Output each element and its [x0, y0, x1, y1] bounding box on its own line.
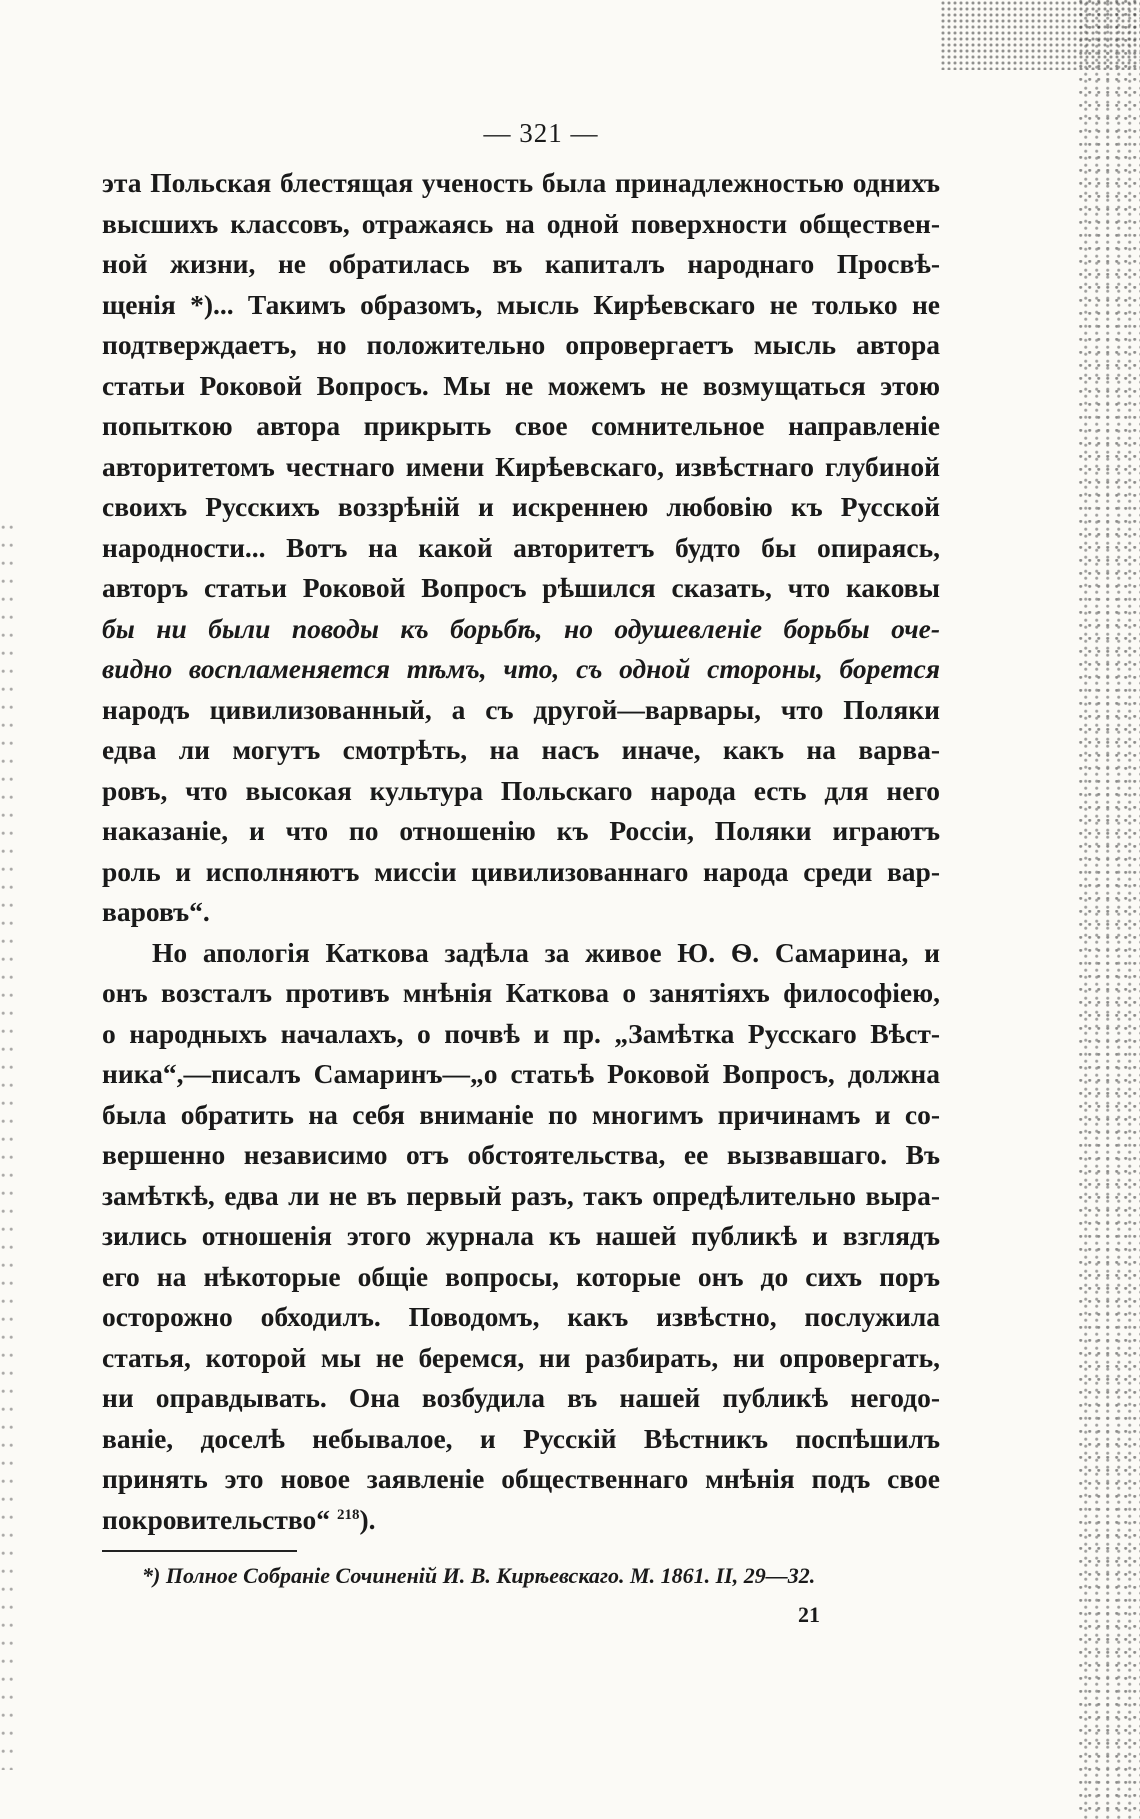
text-line: эта Польская блестящая ученость была принадлежностью однихъ [102, 167, 940, 198]
text-line: ни оправдывать. Она возбудила въ нашей публикѣ негодо- [102, 1382, 940, 1413]
footnote-reference: 218 [336, 1506, 360, 1523]
text-line: ной жизни, не обратилась въ капиталъ народнаго Просвѣ- [102, 248, 940, 279]
scan-noise-left-edge [0, 520, 14, 1770]
page-number: — 321 — [483, 118, 599, 148]
text-line: о народныхъ началахъ, о почвѣ и пр. „Замѣтка Русскаго Вѣст- [102, 1017, 940, 1049]
text-line: народъ цивилизованный, а съ другой—варвары, что Поляки [102, 693, 940, 725]
text-line: авторитетомъ честнаго имени Кирѣевскаго, извѣстнаго глубиной [102, 450, 940, 482]
text-line: осторожно обходилъ. Поводомъ, какъ извѣстно, послужила [102, 1301, 940, 1332]
text-line: ровъ, что высокая культура Польскаго народа есть для него [102, 774, 940, 806]
text-block [102, 118, 940, 1628]
text-line: ваніе, доселѣ небывалое, и Русскій Вѣстникъ поспѣшилъ [102, 1422, 940, 1454]
text-line: наказаніе, и что по отношенію къ Россіи, Поляки играютъ [102, 815, 940, 846]
text-line: была обратить на себя вниманіе по многимъ причинамъ и со- [102, 1098, 940, 1130]
text-line: принять это новое заявленіе общественнаго мнѣнія подъ свое [102, 1463, 940, 1494]
text-line: статьи Роковой Вопросъ. Мы не можемъ не возмущаться этою [102, 369, 940, 401]
text-line: народности... Вотъ на какой авторитетъ будто бы опираясь, [102, 531, 940, 563]
text-line: Но апологія Каткова задѣла за живое Ю. Ѳ. Самарина, и [152, 936, 940, 968]
paragraph-1 [102, 163, 940, 933]
text-line: вершенно независимо отъ обстоятельства, ее вызвавшаго. Въ [102, 1139, 940, 1170]
text-line-last [102, 1500, 940, 1541]
footnote-divider [102, 1550, 297, 1552]
text-line: своихъ Русскихъ воззрѣній и искреннею любовію къ Русской [102, 491, 940, 522]
text-line: его на нѣкоторые общіе вопросы, которые онъ до сихъ поръ [102, 1260, 940, 1292]
text-line: высшихъ классовъ, отражаясь на одной поверхности обществен- [102, 207, 940, 239]
text-line-italic: бы ни были поводы къ борьбѣ, но одушевленіе борьбы оче- [102, 612, 940, 644]
paragraph-2 [102, 933, 940, 1541]
text-line: роль и исполняютъ миссіи цивилизованнаго народа среди вар- [102, 855, 940, 887]
text-line-italic: видно воспламеняется тѣмъ, что, съ одной стороны, борется [102, 653, 940, 684]
text-line: попыткою автора прикрыть свое сомнительное направленіе [102, 410, 940, 441]
signature-mark: 21 [798, 1602, 820, 1627]
text-line: варовъ“. [102, 896, 210, 927]
text-line: щенія *)... Такимъ образомъ, мысль Кирѣевскаго не только не [102, 288, 940, 320]
text-line: замѣткѣ, едва ли не въ первый разъ, такъ опредѣлительно выра- [102, 1179, 940, 1211]
text-line: едва ли могутъ смотрѣть, на насъ иначе, какъ на варва- [102, 734, 940, 765]
text-line: авторъ статьи Роковой Вопросъ рѣшился сказать, что каковы [102, 572, 940, 603]
text-segment: покровительство“ [102, 1503, 337, 1535]
text-line: подтверждаетъ, но положительно опровергаетъ мысль автора [102, 329, 940, 360]
scan-noise-right-edge [1078, 0, 1140, 1819]
text-line: онъ возсталъ противъ мнѣнія Каткова о занятіяхъ философіею, [102, 977, 940, 1008]
text-line: статья, которой мы не беремся, ни разбирать, ни опровергать, [102, 1341, 940, 1373]
text-segment: ). [359, 1503, 376, 1535]
footnote: *) Полное Собраніе Сочиненій И. В. Кирѣевскаго. М. 1861. II, 29—32. [142, 1563, 816, 1588]
text-line: зились отношенія этого журнала къ нашей публикѣ и взглядъ [102, 1220, 940, 1251]
text-line: ника“,—писалъ Самаринъ—„о статьѣ Роковой Вопросъ, должна [102, 1058, 940, 1089]
